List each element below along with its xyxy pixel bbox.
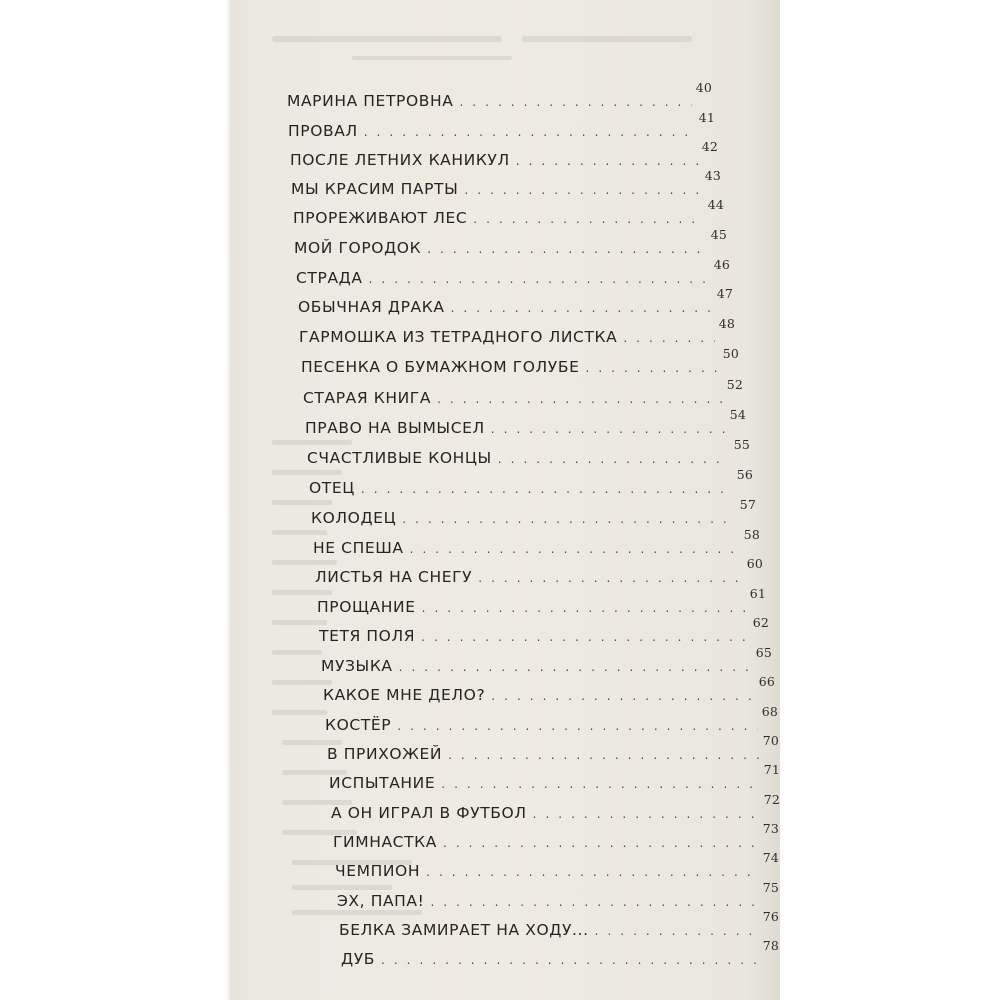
dot-leader [451,301,713,315]
toc-entry-title: МОЙ ГОРОДОК [294,239,422,257]
toc-entry-page: 48 [718,316,735,331]
dot-leader [364,125,695,139]
dot-leader [459,95,691,109]
toc-entry-page: 70 [762,733,779,748]
dot-leader [397,719,757,733]
toc-entry-title: ПЕСЕНКА О БУМАЖНОМ ГОЛУБЕ [301,358,580,376]
toc-entry [288,110,715,148]
toc-entry [309,467,753,505]
toc-entry [339,909,779,947]
toc-entry [287,80,712,118]
toc-entry [327,733,779,771]
toc-entry-title: ПРОРЕЖИВАЮТ ЛЕС [293,209,468,227]
toc-entry [303,377,743,415]
toc-entry-title: МУЗЫКА [321,657,393,675]
toc-entry-title: СЧАСТЛИВЫЕ КОНЦЫ [307,449,492,467]
toc-entry-page: 60 [746,556,763,571]
toc-entry-page: 46 [713,257,730,272]
toc-entry-page: 78 [762,938,779,953]
dot-leader [516,154,698,168]
toc-entry-page: 45 [710,227,727,242]
dot-leader [421,630,749,644]
toc-entry [299,316,735,354]
toc-entry-title: ЭХ, ПАПА! [337,892,425,910]
dot-leader [422,601,746,615]
toc-entry-page: 72 [763,792,780,807]
toc-entry-page: 56 [736,467,753,482]
toc-entry-title: НЕ СПЕША [313,539,404,557]
toc-entry-page: 40 [695,80,712,95]
toc-entry-page: 55 [733,437,750,452]
toc-entry-title: ЧЕМПИОН [335,862,421,880]
toc-entry-page: 71 [763,762,780,777]
dot-leader [369,272,710,286]
dot-leader [441,777,759,791]
toc-entry-title: ПРОВАЛ [288,122,358,140]
dot-leader [361,482,733,496]
dot-leader [473,212,703,226]
dot-leader [498,452,730,466]
table-of-contents [232,0,780,1000]
toc-entry-title: ГИМНАСТКА [333,833,437,851]
toc-entry-page: 74 [762,850,779,865]
dot-leader [399,660,752,674]
toc-entry-page: 68 [761,704,778,719]
dot-leader [430,895,758,909]
toc-entry-title: ОТЕЦ [309,479,355,497]
toc-entry-page: 58 [743,527,760,542]
toc-entry-page: 76 [762,909,779,924]
toc-entry [315,556,763,594]
toc-entry [290,139,718,177]
toc-entry-page: 42 [701,139,718,154]
dot-leader [427,242,706,256]
toc-entry-page: 66 [758,674,775,689]
toc-entry [329,762,780,800]
dot-leader [478,571,742,585]
toc-entry-title: СТАРАЯ КНИГА [303,389,432,407]
toc-entry [323,674,775,712]
dot-leader [410,542,740,556]
toc-entry [337,880,779,918]
toc-entry-page: 44 [707,197,724,212]
toc-entry-title: ТЕТЯ ПОЛЯ [319,627,416,645]
toc-entry [321,645,772,683]
toc-entry-title: БЕЛКА ЗАМИРАЕТ НА ХОДУ... [339,921,589,939]
toc-entry-page: 50 [722,346,739,361]
dot-leader [381,953,759,967]
toc-entry-page: 57 [739,497,756,512]
dot-leader [491,422,726,436]
dot-leader [491,689,754,703]
toc-entry [325,704,778,742]
dot-leader [464,183,700,197]
dot-leader [533,807,760,821]
toc-entry-title: ЛИСТЬЯ НА СНЕГУ [315,568,473,586]
toc-entry-page: 41 [698,110,715,125]
toc-entry-page: 65 [755,645,772,660]
toc-entry-title: КАКОЕ МНЕ ДЕЛО? [323,686,486,704]
toc-entry-title: СТРАДА [296,269,363,287]
toc-entry [331,792,780,830]
toc-entry-title: ОБЫЧНАЯ ДРАКА [298,298,445,316]
toc-entry-title: В ПРИХОЖЕЙ [327,745,443,763]
dot-leader [595,924,759,938]
toc-entry-page: 47 [716,286,733,301]
toc-entry-title: ДУБ [341,950,375,968]
toc-entry-title: КОСТЁР [325,716,392,734]
toc-entry [305,407,746,445]
book-page [232,0,780,1000]
toc-entry-page: 75 [762,880,779,895]
toc-entry [294,227,727,265]
toc-entry-page: 54 [729,407,746,422]
toc-entry-title: ПРОЩАНИЕ [317,598,416,616]
toc-entry-page: 61 [749,586,766,601]
dot-leader [585,361,718,375]
toc-entry-page: 73 [762,821,779,836]
toc-entry-title: ГАРМОШКА ИЗ ТЕТРАДНОГО ЛИСТКА [299,328,618,346]
toc-entry [293,197,724,235]
toc-entry-title: КОЛОДЕЦ [311,509,397,527]
dot-leader [426,865,759,879]
dot-leader [402,512,735,526]
toc-entry-title: ПОСЛЕ ЛЕТНИХ КАНИКУЛ [290,151,510,169]
toc-entry [341,938,779,976]
toc-entry-page: 62 [752,615,769,630]
toc-entry-page: 52 [726,377,743,392]
toc-entry-title: МЫ КРАСИМ ПАРТЫ [291,180,459,198]
toc-entry-page: 43 [704,168,721,183]
dot-leader [443,836,759,850]
toc-entry [296,257,730,295]
toc-entry-title: А ОН ИГРАЛ В ФУТБОЛ [331,804,527,822]
toc-entry [301,346,739,384]
toc-entry [311,497,756,535]
toc-entry-title: МАРИНА ПЕТРОВНА [287,92,454,110]
toc-entry [317,586,766,624]
toc-entry [333,821,779,859]
toc-entry [291,168,721,206]
toc-entry [307,437,750,475]
toc-entry [298,286,733,324]
toc-entry-title: ПРАВО НА ВЫМЫСЕЛ [305,419,485,437]
toc-entry [335,850,779,888]
toc-entry [319,615,769,653]
dot-leader [623,331,714,345]
toc-entry-title: ИСПЫТАНИЕ [329,774,436,792]
dot-leader [448,748,759,762]
dot-leader [437,392,723,406]
toc-entry [313,527,760,565]
